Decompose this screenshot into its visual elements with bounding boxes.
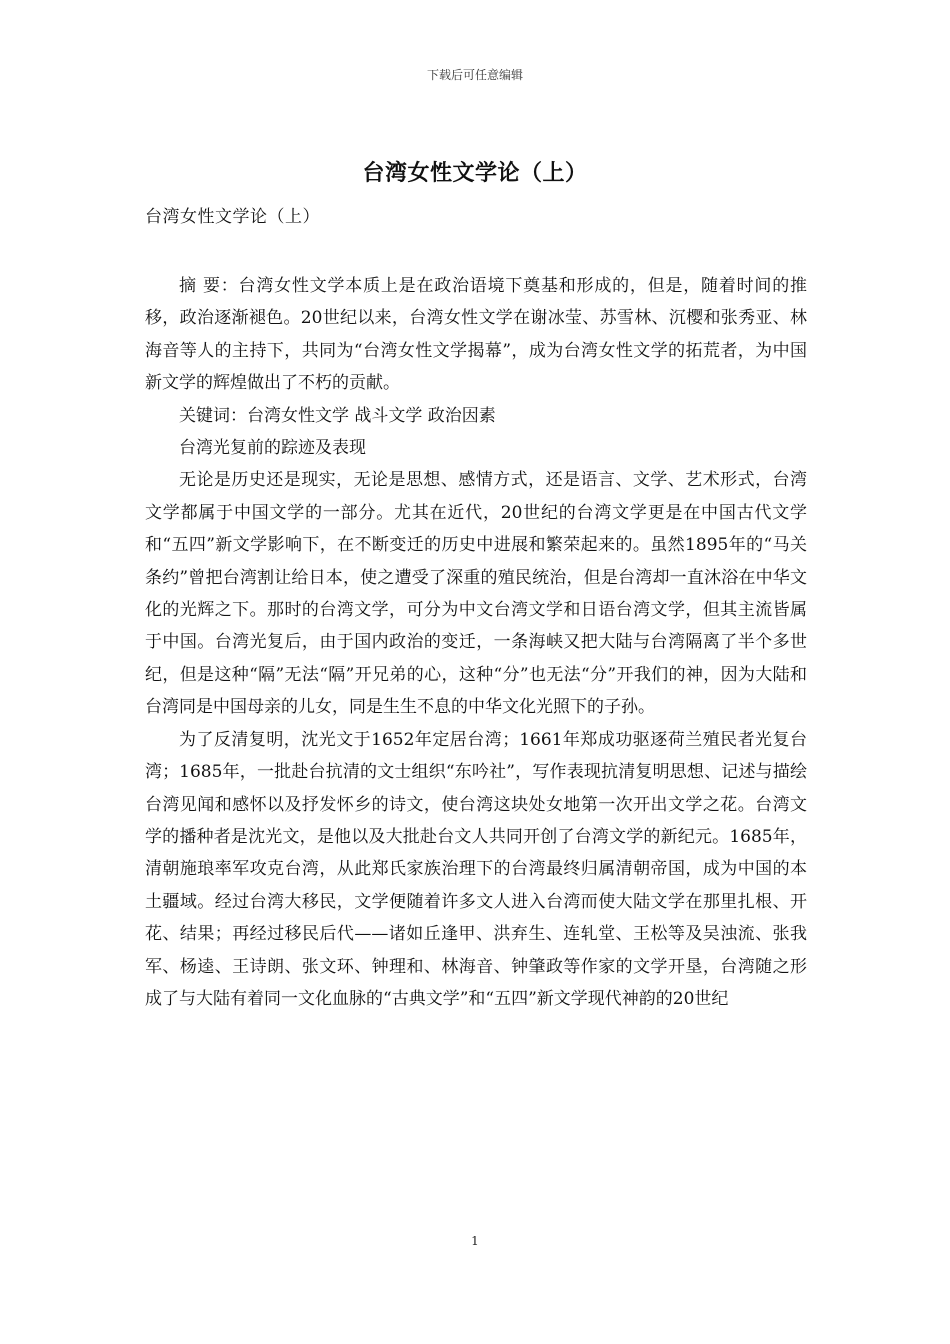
document-body: [145, 270, 807, 1015]
document-title: 台湾女性文学论（上）: [362, 160, 588, 186]
keywords-paragraph: 关键词：台湾女性文学 战斗文学 政治因素: [179, 405, 496, 426]
body-paragraph: 无论是历史还是现实，无论是思想、感情方式，还是语言、文学、艺术形式，台湾文学都属于中国文学的一部分。尤其在近代，20世纪的台湾文学更是在中国古代文学和“五四”新文学影响下，在不断变迁的历史中进展和繁荣起来的。虽然1895年的“马关条约”曾把台湾割让给日本，使之遭受了深重的殖民统治，但是台湾却一直沐浴在中华文化的光辉之下。那时的台湾文学，可分为中文台湾文学和日语台湾文学，但其主流皆属于中国。台湾光复后，由于国内政治的变迁，一条海峡又把大陆与台湾隔离了半个多世纪，但是这种“隔”无法“隔”开兄弟的心，这种“分”也无法“分”开我们的神，因为大陆和台湾同是中国母亲的儿女，同是生生不息的中华文化光照下的子孙。: [145, 470, 807, 718]
abstract-paragraph: 摘 要：台湾女性文学本质上是在政治语境下奠基和形成的，但是，随着时间的推移，政治逐渐褪色。20世纪以来，台湾女性文学在谢冰莹、苏雪林、沉樱和张秀亚、林海音等人的主持下，共同为“台湾女性文学揭幕”，成为台湾女性文学的拓荒者，为中国新文学的辉煌做出了不朽的贡献。: [145, 276, 807, 394]
document-subtitle: 台湾女性文学论（上）: [145, 207, 320, 227]
header-note: 下载后可任意编辑: [426, 68, 523, 82]
section-heading: 台湾光复前的踪迹及表现: [179, 438, 366, 459]
body-paragraph: 为了反清复明，沈光文于1652年定居台湾；1661年郑成功驱逐荷兰殖民者光复台湾；1685年，一批赴台抗清的文士组织“东吟社”，写作表现抗清复明思想、记述与描绘台湾见闻和感怀以及抒发怀乡的诗文，使台湾这块处女地第一次开出文学之花。台湾文学的播种者是沈光文，是他以及大批赴台文人共同开创了台湾文学的新纪元。1685年，清朝施琅率军攻克台湾，从此郑氏家族治理下的台湾最终归属清朝帝国，成为中国的本土疆域。经过台湾大移民，文学便随着许多文人进入台湾而使大陆文学在那里扎根、开花、结果；再经过移民后代——诸如丘逢甲、洪弃生、连轧堂、王松等及吴浊流、张我军、杨逵、王诗朗、张文环、钟理和、林海音、钟肇政等作家的文学开垦，台湾随之形成了与大陆有着同一文化血脉的“古典文学”和“五四”新文学现代神韵的20世纪: [145, 729, 807, 1009]
page-number: 1: [471, 1234, 479, 1248]
